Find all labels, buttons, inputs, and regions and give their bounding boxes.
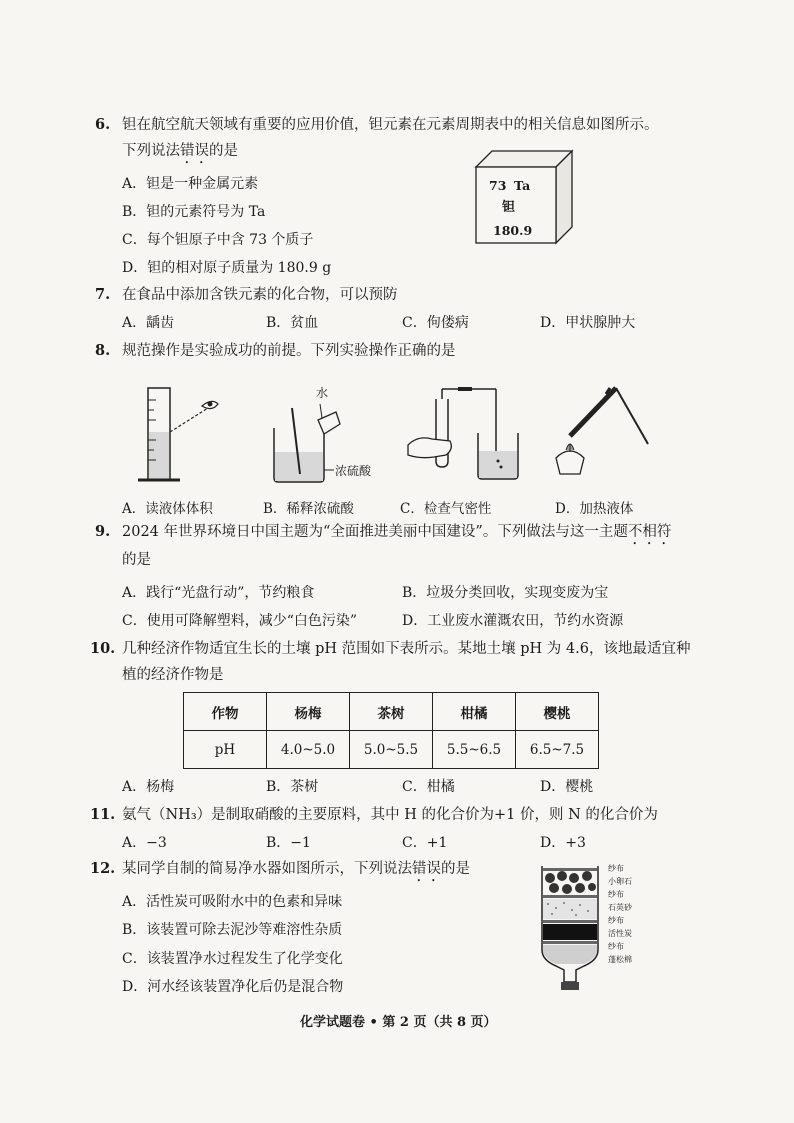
- ph-table-header-cell: 樱桃: [516, 693, 599, 731]
- q12-option-c[interactable]: C．该装置净水过程发生了化学变化: [122, 951, 343, 967]
- q8-caption-d[interactable]: D．加热液体: [555, 501, 634, 517]
- q11-number: 11.: [90, 806, 116, 823]
- q10-stem-line1: 几种经济作物适宜生长的土壤 pH 范围如下表所示。某地土壤 pH 为 4.6，该地最适宜种: [122, 641, 691, 657]
- q11-option-c[interactable]: C．+1: [402, 835, 448, 851]
- q11-option-b[interactable]: B．−1: [266, 835, 311, 851]
- q12-option-a[interactable]: A．活性炭可吸附水中的色素和异味: [122, 894, 343, 910]
- filter-label-gauze-3: 纱布: [608, 916, 624, 925]
- ph-table-header-cell: 杨梅: [267, 693, 350, 731]
- label-concentrated-acid: 浓硫酸: [335, 464, 372, 478]
- ph-table-cell: 5.5~6.5: [433, 731, 516, 769]
- q6-stem-line1: 钽在航空航天领域有重要的应用价值，钽元素在元素周期表中的相关信息如图所示。: [122, 117, 659, 133]
- ph-table-header-cell: 茶树: [350, 693, 433, 731]
- q8-stem: 规范操作是实验成功的前提。下列实验操作正确的是: [122, 343, 456, 359]
- filter-label-pebbles: 小卵石: [608, 877, 632, 886]
- q9-option-b[interactable]: B．垃圾分类回收，实现变废为宝: [402, 585, 609, 601]
- ph-table-header-row: [184, 693, 599, 731]
- q10-option-a[interactable]: A．杨梅: [122, 779, 175, 795]
- q10-option-d[interactable]: D．樱桃: [540, 779, 594, 795]
- q11-stem: 氨气（NH₃）是制取硝酸的主要原料，其中 H 的化合价为+1 价，则 N 的化合价为: [122, 807, 658, 823]
- ph-table-header-cell: 作物: [184, 693, 267, 731]
- q7-option-a[interactable]: A．龋齿: [122, 315, 175, 331]
- q7-stem: 在食品中添加含铁元素的化合物，可以预防: [122, 287, 398, 303]
- element-symbol: Ta: [514, 178, 531, 193]
- q7-option-b[interactable]: B．贫血: [266, 315, 319, 331]
- q9-option-c[interactable]: C．使用可降解塑料，减少“白色污染”: [122, 613, 358, 629]
- q6-stem-line2: 下列说法错误的是: [122, 143, 238, 159]
- q10-number: 10.: [90, 640, 116, 657]
- q9-stem-line2: 的是: [122, 552, 151, 568]
- filter-label-gauze-1: 纱布: [608, 864, 624, 873]
- diagram-read-volume: [130, 380, 240, 495]
- q9-option-d[interactable]: D．工业废水灌溉农田，节约水资源: [402, 613, 624, 629]
- q8-caption-a[interactable]: A．读液体体积: [122, 501, 213, 517]
- q12-option-b[interactable]: B．该装置可除去泥沙等难溶性杂质: [122, 922, 343, 938]
- element-atomic-mass: 180.9: [493, 223, 533, 238]
- q9-option-a[interactable]: A．践行“光盘行动”，节约粮食: [122, 585, 315, 601]
- q8-caption-c[interactable]: C．检查气密性: [400, 501, 492, 517]
- q12-number: 12.: [90, 860, 116, 877]
- ph-table-row: [184, 731, 599, 769]
- q6-option-d[interactable]: D．钽的相对原子质量为 180.9 g: [122, 260, 332, 276]
- q9-number: 9.: [95, 523, 111, 540]
- filter-label-quartz-sand: 石英砂: [608, 903, 632, 912]
- element-name: 钽: [502, 200, 516, 215]
- page-footer: 化学试题卷 • 第 2 页（共 8 页）: [300, 1015, 497, 1030]
- q7-number: 7.: [95, 286, 111, 303]
- ph-table-cell: 5.0~5.5: [350, 731, 433, 769]
- ph-table-cell: pH: [184, 731, 267, 769]
- q6-option-a[interactable]: A．钽是一种金属元素: [122, 176, 259, 192]
- q8-number: 8.: [95, 342, 111, 359]
- ph-table-cell: 4.0~5.0: [267, 731, 350, 769]
- q10-option-b[interactable]: B．茶树: [266, 779, 319, 795]
- q10-stem-line2: 植的经济作物是: [122, 667, 224, 683]
- filter-label-gauze-4: 纱布: [608, 942, 624, 951]
- q12-stem: 某同学自制的简易净水器如图所示，下列说法错误的是: [122, 861, 470, 877]
- q12-option-d[interactable]: D．河水经该装置净化后仍是混合物: [122, 979, 344, 995]
- diagram-check-airtightness: [398, 385, 528, 495]
- diagram-heat-liquid: [548, 378, 658, 488]
- ph-table-cell: 6.5~7.5: [516, 731, 599, 769]
- water-filter-diagram: [536, 862, 606, 1002]
- filter-label-activated-carbon: 活性炭: [608, 929, 632, 938]
- q6-option-b[interactable]: B．钽的元素符号为 Ta: [122, 204, 266, 220]
- label-water: 水: [316, 386, 329, 400]
- q7-option-c[interactable]: C．佝偻病: [402, 315, 469, 331]
- q11-option-a[interactable]: A．−3: [122, 835, 167, 851]
- q9-stem-line1: 2024 年世界环境日中国主题为“全面推进美丽中国建设”。下列做法与这一主题不相符: [122, 524, 672, 540]
- q6-option-c[interactable]: C．每个钽原子中含 73 个质子: [122, 232, 314, 248]
- q10-option-c[interactable]: C．柑橘: [402, 779, 455, 795]
- element-atomic-number: 73: [489, 178, 507, 193]
- q11-option-d[interactable]: D．+3: [540, 835, 586, 851]
- q7-option-d[interactable]: D．甲状腺肿大: [540, 315, 636, 331]
- filter-label-cotton: 蓬松棉: [608, 955, 632, 964]
- ph-table-header-cell: 柑橘: [433, 693, 516, 731]
- q8-caption-b[interactable]: B．稀释浓硫酸: [263, 501, 354, 517]
- ph-table: [183, 692, 599, 769]
- q6-number: 6.: [95, 116, 111, 133]
- filter-label-gauze-2: 纱布: [608, 890, 624, 899]
